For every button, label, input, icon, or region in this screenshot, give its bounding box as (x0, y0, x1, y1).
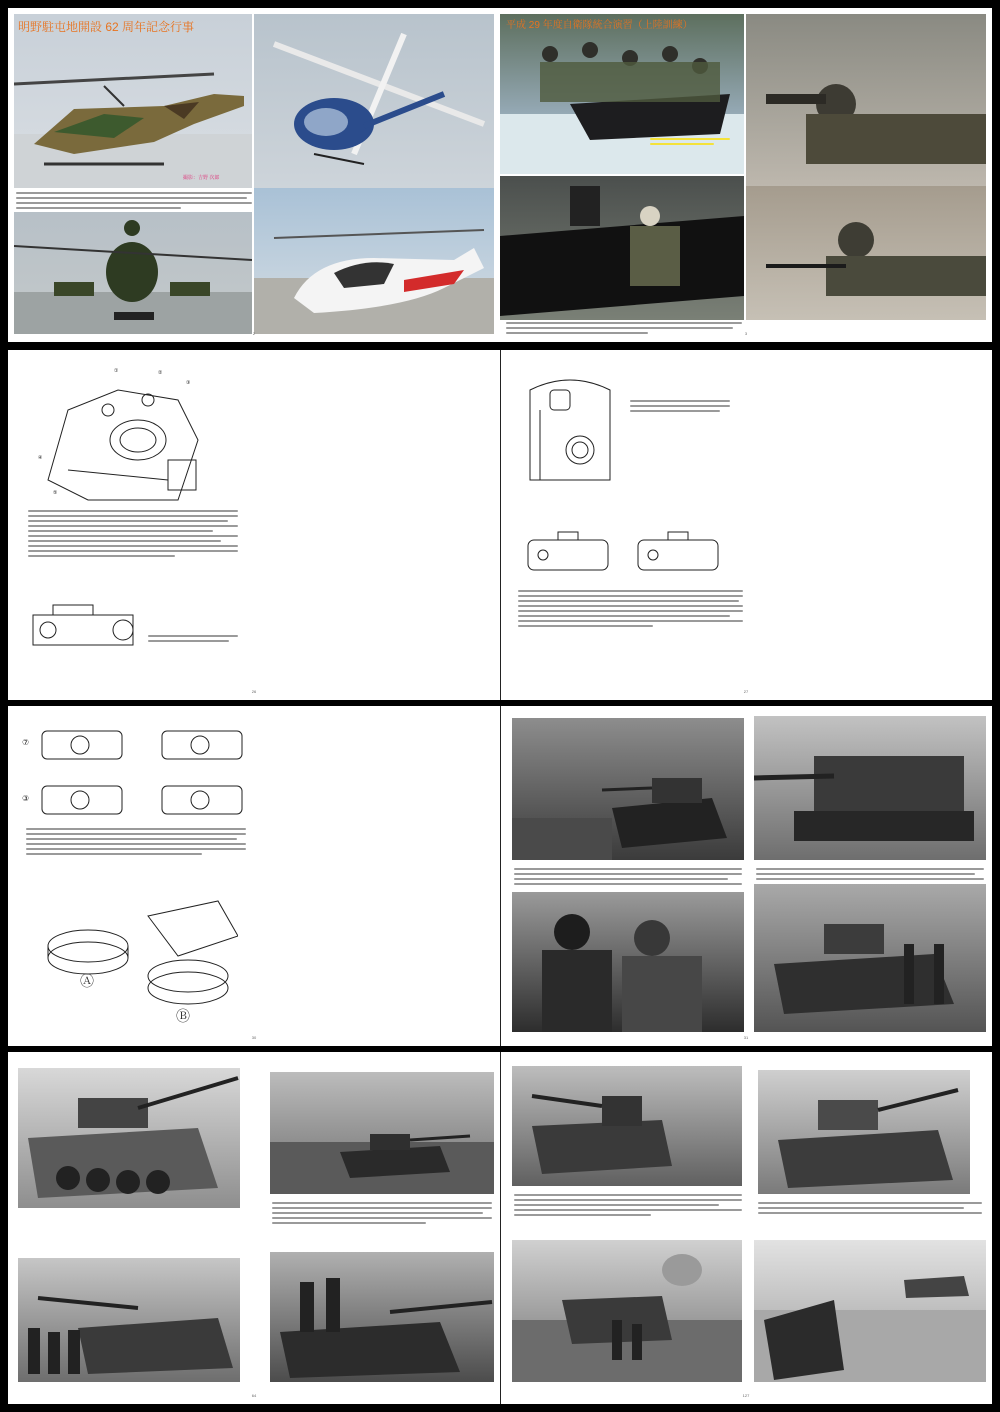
photo-cobra-helicopter (14, 14, 252, 188)
photo-tiger-steppe (754, 1240, 986, 1382)
photo-tiger-infantry (18, 1258, 240, 1382)
text-block (758, 1202, 982, 1217)
page-number: 31 (743, 1035, 749, 1040)
mark-b: Ⓑ (176, 1009, 190, 1025)
mark-four: ④ (38, 455, 43, 461)
mark-three: ③ (22, 794, 30, 803)
text-block (630, 400, 730, 415)
text-block (756, 868, 984, 883)
photo-caption (650, 138, 730, 148)
spread-1 (8, 8, 992, 342)
page-left (8, 350, 500, 700)
text-block (148, 635, 238, 645)
mark-three: ③ (186, 380, 191, 386)
photo-soldier-mg (746, 186, 986, 320)
photo-tiger-close (754, 716, 986, 860)
photo-credit: 撮影：吉野 次郎 (183, 175, 220, 181)
photo-tiger-men (270, 1252, 494, 1382)
page-number: 3 (744, 331, 748, 336)
page-right (500, 1052, 992, 1404)
spread-3 (8, 706, 992, 1046)
text-block (272, 1202, 492, 1227)
page-right (500, 350, 992, 700)
photo-crew-soldiers (512, 892, 744, 1032)
page-left (8, 1052, 500, 1404)
turret-front-diagram (520, 370, 620, 490)
text-block (26, 828, 246, 858)
text-block (28, 510, 238, 560)
photo-tiger-smoke (512, 1240, 742, 1382)
page-right (500, 8, 992, 342)
page-right (500, 706, 992, 1046)
cupola-diagram (38, 896, 238, 1026)
mark-five: ⑤ (53, 490, 58, 496)
side-views-diagram (518, 520, 738, 580)
page-number: 64 (251, 1393, 257, 1398)
page-number: 27 (743, 689, 749, 694)
photo-tiger-battlefield (512, 1066, 742, 1186)
text-block (514, 1194, 742, 1219)
photo-boat-troops (500, 176, 744, 320)
spread-4 (8, 1052, 992, 1404)
page-number: 30 (251, 1035, 257, 1040)
photo-tiger-field (270, 1072, 494, 1194)
mark-two: ② (158, 370, 163, 376)
photo-apache-helicopter (14, 212, 252, 334)
page-number: 2 (252, 331, 256, 336)
text-block (514, 868, 742, 888)
text-block (518, 590, 743, 630)
photo-tiger-winter (18, 1068, 240, 1208)
photo-concept-helicopter (254, 188, 494, 334)
mark-a: Ⓐ (80, 974, 94, 990)
page-number: 26 (251, 689, 257, 694)
page-number: 127 (742, 1393, 750, 1398)
mark-seven: ⑦ (22, 738, 30, 747)
text-block (16, 192, 252, 212)
photo-soldier-prone (746, 14, 986, 186)
photo-tiger-column (512, 718, 744, 860)
photo-tiger-crew-top (758, 1070, 970, 1194)
page-title-left: 明野駐屯地開設 62 周年記念行事 (18, 20, 195, 34)
turret-diagram (28, 370, 208, 510)
page-left (8, 706, 500, 1046)
page-title-right-text: 平成 29 年度自衛隊統合演習（上陸訓練） (506, 20, 693, 31)
mark-one: ① (114, 368, 119, 374)
hull-rear-diagram (28, 600, 138, 650)
page-left (8, 8, 500, 342)
photo-tiger-troops (754, 884, 986, 1032)
hatch-variants-diagram (22, 726, 252, 826)
photo-landing-boat (500, 14, 744, 174)
photo-oh6-helicopter (254, 14, 494, 188)
spread-2 (8, 350, 992, 700)
